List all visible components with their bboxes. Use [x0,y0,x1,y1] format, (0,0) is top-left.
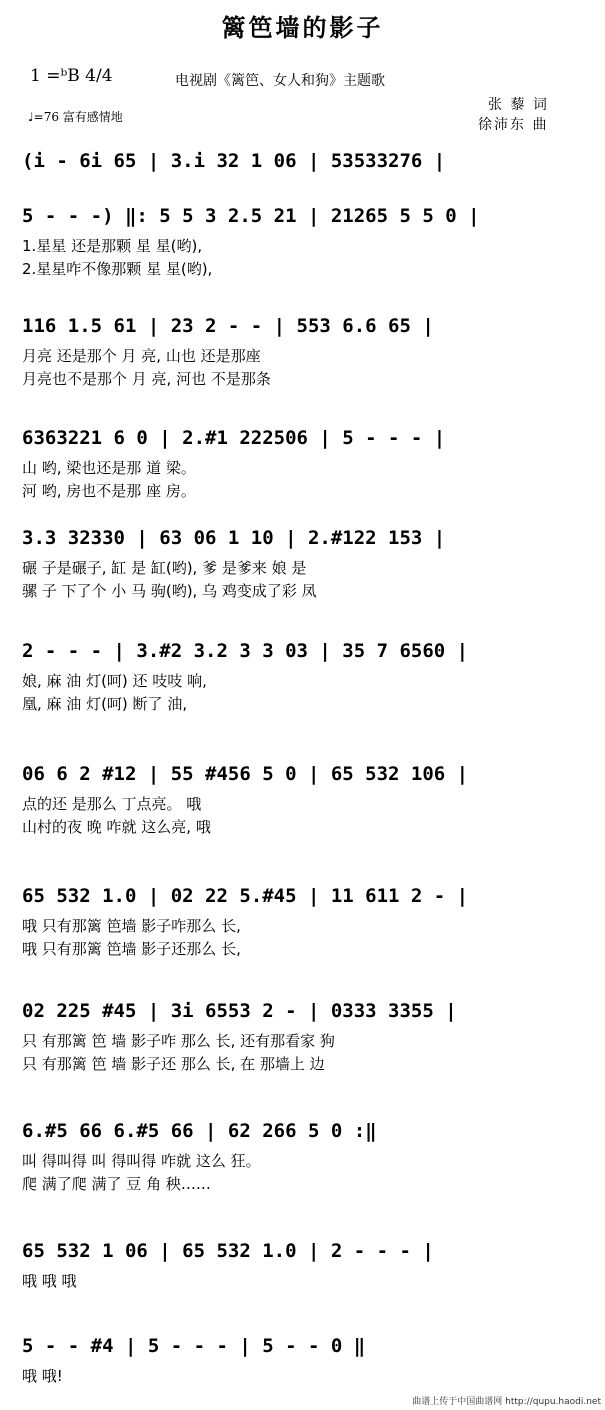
notation-line: 116 1.5 61 | 23 2 - - | 553 6.6 65 | [22,315,434,337]
source-watermark: 曲谱上传于中国曲谱网 http://qupu.haodi.net [412,1397,601,1407]
lyric-line: 碾 子是碾子, 缸 是 缸(哟), 爹 是爹来 娘 是 [22,559,307,577]
lyric-line: 2.星星咋不像那颗 星 星(哟), [22,260,213,278]
lyric-line: 山 哟, 梁也还是那 道 梁。 [22,459,196,477]
lyric-line: 哦 只有那篱 笆墙 影子还那么 长, [22,940,241,958]
lyric-line: 哦 哦! [22,1367,63,1385]
song-subtitle: 电视剧《篱笆、女人和狗》主题歌 [175,73,385,89]
notation-line: 3.3 32330 | 63 06 1 10 | 2.#122 153 | [22,527,446,549]
lyric-line: 点的还 是那么 丁点亮。 哦 [22,795,202,813]
score-system [22,1240,587,1291]
score-system [22,527,587,601]
lyric-line: 只 有那篱 笆 墙 影子咋 那么 长, 还有那看家 狗 [22,1032,335,1050]
score-system [22,1335,587,1386]
lyric-line: 哦 只有那篱 笆墙 影子咋那么 长, [22,917,241,935]
lyric-line: 山村的夜 晚 咋就 这么亮, 哦 [22,818,211,836]
song-title: 篱笆墙的影子 [221,13,384,42]
score-system [22,150,587,172]
lyric-line: 叫 得叫得 叫 得叫得 咋就 这么 狂。 [22,1152,261,1170]
key-signature: 1 =ᵇB 4/4 [30,66,113,86]
notation-line: 65 532 1.0 | 02 22 5.#45 | 11 611 2 - | [22,885,469,907]
notation-line: 5 - - #4 | 5 - - - | 5 - - 0 ‖ [22,1335,366,1357]
lyricist-credit: 张 藜 词 [488,97,549,113]
notation-line: 02 225 #45 | 3i 6553 2 - | 0333 3355 | [22,1000,457,1022]
notation-line: 6363221 6 0 | 2.#1 222506 | 5 - - - | [22,427,446,449]
notation-line: 5 - - -) ‖: 5 5 3 2.5 21 | 21265 5 5 0 | [22,205,480,227]
lyric-line: 哦 哦 哦 [22,1272,77,1290]
notation-line: 6.#5 66 6.#5 66 | 62 266 5 0 :‖ [22,1120,377,1142]
lyric-line: 凰, 麻 油 灯(呵) 断了 油, [22,695,188,713]
notation-line: 2 - - - | 3.#2 3.2 3 3 03 | 35 7 6560 | [22,640,469,662]
lyric-line: 爬 满了爬 满了 豆 角 秧…… [22,1175,211,1193]
score-system [22,315,587,389]
lyric-line: 骡 子 下了个 小 马 驹(哟), 乌 鸡变成了彩 凤 [22,582,317,600]
lyric-line: 1.星星 还是那颗 星 星(哟), [22,237,203,255]
lyric-line: 河 哟, 房也不是那 座 房。 [22,482,196,500]
lyric-line: 月亮 还是那个 月 亮, 山也 还是那座 [22,347,261,365]
score-system [22,427,587,501]
composer-credit: 徐沛东 曲 [478,117,549,133]
score-system [22,885,587,959]
score-system [22,1000,587,1074]
score-system [22,640,587,714]
notation-line: 65 532 1 06 | 65 532 1.0 | 2 - - - | [22,1240,434,1262]
score-system [22,763,587,837]
lyric-line: 月亮也不是那个 月 亮, 河也 不是那条 [22,370,271,388]
tempo-marking: ♩=76 富有感情地 [28,110,123,124]
score-system [22,205,587,279]
lyric-line: 只 有那篱 笆 墙 影子还 那么 长, 在 那墙上 边 [22,1055,325,1073]
notation-line: 06 6 2 #12 | 55 #456 5 0 | 65 532 106 | [22,763,469,785]
score-system [22,1120,587,1194]
notation-line: (i - 6i 65 | 3.i 32 1 06 | 53533276 | [22,150,446,172]
lyric-line: 娘, 麻 油 灯(呵) 还 吱吱 响, [22,672,207,690]
